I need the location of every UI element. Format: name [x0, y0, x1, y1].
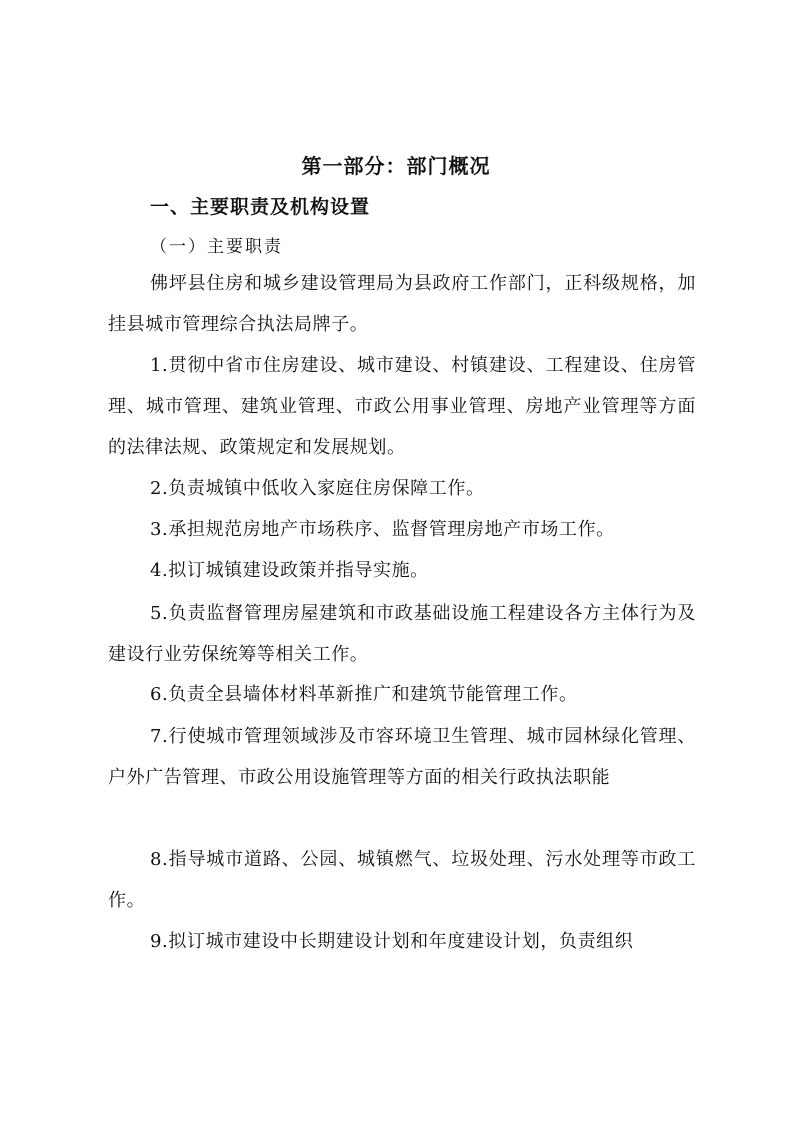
paragraph-item-1: 1.贯彻中省市住房建设、城市建设、村镇建设、工程建设、住房管理、城市管理、建筑业管理、市政公用事业管理、房地产业管理等方面的法律法规、政策规定和发展规划。 [108, 355, 696, 458]
paragraph-item-4: 4.拟订城镇建设政策并指导实施。 [150, 560, 429, 581]
paragraph-item-2: 2.负责城镇中低收入家庭住房保障工作。 [150, 478, 485, 499]
page-title: 第一部分：部门概况 [301, 154, 491, 178]
section-heading: 一、主要职责及机构设置 [150, 196, 371, 218]
paragraph-item-3: 3.承担规范房地产市场秩序、监督管理房地产市场工作。 [150, 519, 615, 540]
subsection-heading: （一）主要职责 [150, 237, 283, 257]
paragraph-item-5: 5.负责监督管理房屋建筑和市政基础设施工程建设各方主体行为及建设行业劳保统筹等相关工作。 [108, 603, 696, 665]
paragraph-item-7: 7.行使城市管理领域涉及市容环境卫生管理、城市园林绿化管理、户外广告管理、市政公用设施管理等方面的相关行政执法职能 [108, 726, 696, 788]
paragraph-item-9: 9.拟订城市建设中长期建设计划和年度建设计划，负责组织 [150, 931, 634, 952]
paragraph-item-6: 6.负责全县墙体材料革新推广和建筑节能管理工作。 [150, 684, 578, 705]
paragraph-intro: 佛坪县住房和城乡建设管理局为县政府工作部门，正科级规格，加挂县城市管理综合执法局牌子。 [108, 273, 696, 335]
paragraph-item-8: 8.指导城市道路、公园、城镇燃气、垃圾处理、污水处理等市政工作。 [108, 849, 696, 911]
